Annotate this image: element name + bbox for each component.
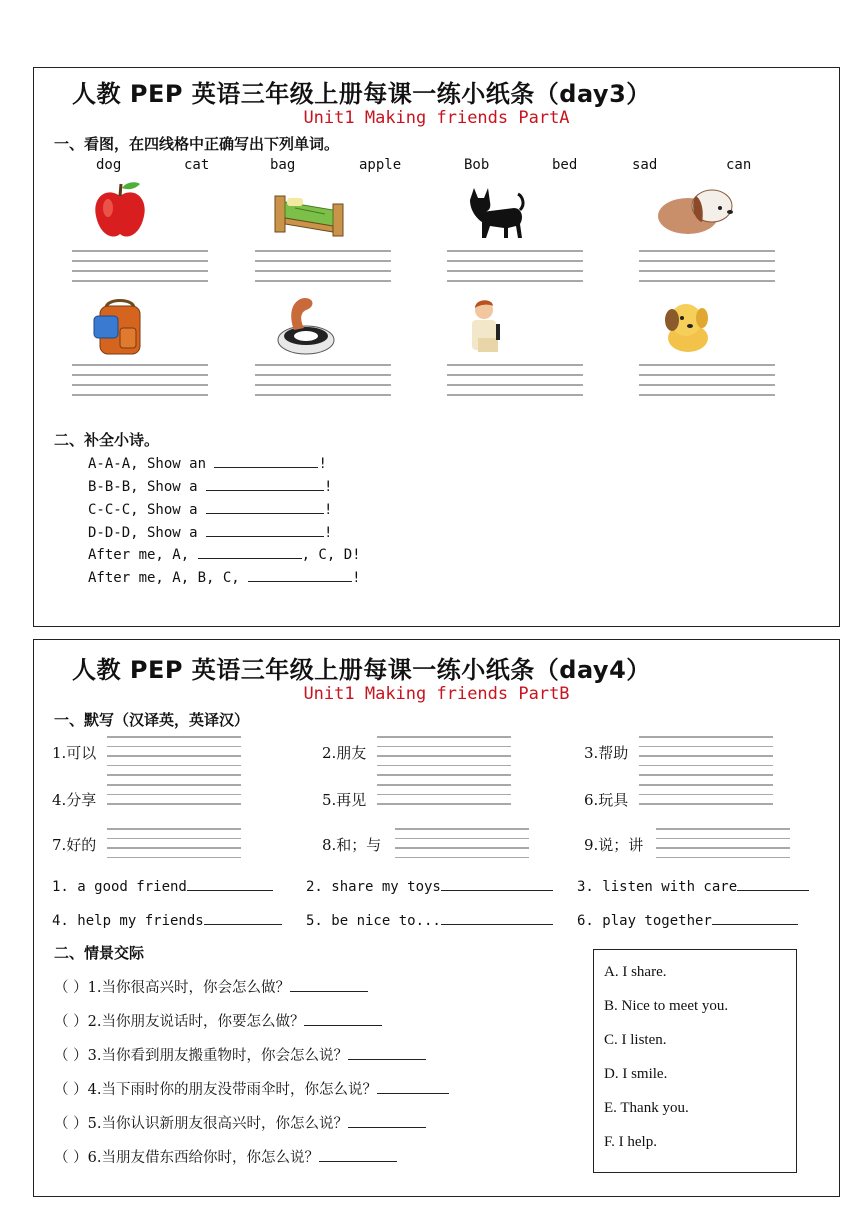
poem-line: B-B-B, Show a ! xyxy=(88,476,332,495)
writing-lines[interactable] xyxy=(395,828,529,866)
answer-parenthesis[interactable]: （ ） xyxy=(54,1014,88,1030)
word-bob: Bob xyxy=(464,157,490,173)
answer-blank[interactable] xyxy=(304,1011,382,1026)
worksheet-title: 人教 PEP 英语三年级上册每课一练小纸条（day4） xyxy=(72,656,651,684)
section-heading: 一、看图，在四线格中正确写出下列单词。 xyxy=(54,135,340,153)
dictation-item: 7.好的 xyxy=(52,836,97,854)
writing-lines[interactable] xyxy=(107,784,241,813)
answer-option: E. Thank you. xyxy=(604,1100,689,1116)
phrase-item: 6. play together xyxy=(577,910,798,929)
answer-blank[interactable] xyxy=(206,522,324,537)
word-can: can xyxy=(726,157,752,173)
dictation-item: 3.帮助 xyxy=(584,744,629,762)
section-heading: 二、补全小诗。 xyxy=(54,431,160,449)
writing-lines[interactable] xyxy=(107,828,241,866)
writing-lines[interactable] xyxy=(255,364,391,396)
dictation-item: 2.朋友 xyxy=(322,744,367,762)
question-row: （ ）3.当你看到朋友搬重物时，你会怎么说？ xyxy=(54,1044,426,1065)
unit-subtitle: Unit1 Making friends PartA xyxy=(303,108,570,128)
writing-lines[interactable] xyxy=(107,736,241,784)
answer-parenthesis[interactable]: （ ） xyxy=(54,980,88,996)
phrase-item: 2. share my toys xyxy=(306,876,553,895)
poem-line: After me, A, B, C, ! xyxy=(88,567,361,586)
answer-blank[interactable] xyxy=(441,910,553,925)
writing-lines[interactable] xyxy=(447,250,583,282)
dictation-item: 1.可以 xyxy=(52,744,97,762)
writing-lines[interactable] xyxy=(255,250,391,282)
answer-blank[interactable] xyxy=(204,910,282,925)
writing-lines[interactable] xyxy=(72,250,208,282)
answer-blank[interactable] xyxy=(348,1113,426,1128)
poem-line: C-C-C, Show a ! xyxy=(88,499,332,518)
word-cat: cat xyxy=(184,157,210,173)
phrase-item: 4. help my friends xyxy=(52,910,282,929)
day3-worksheet xyxy=(33,67,840,627)
answer-blank[interactable] xyxy=(248,567,352,582)
answer-option: B. Nice to meet you. xyxy=(604,998,729,1014)
writing-lines[interactable] xyxy=(639,736,773,784)
dictation-item: 8.和；与 xyxy=(322,836,382,854)
answer-blank[interactable] xyxy=(377,1079,449,1094)
answer-blank[interactable] xyxy=(187,876,273,891)
answer-option: F. I help. xyxy=(604,1134,657,1150)
question-row: （ ）5.当你认识新朋友很高兴时，你怎么说？ xyxy=(54,1112,426,1133)
answer-blank[interactable] xyxy=(441,876,553,891)
dictation-item: 5.再见 xyxy=(322,791,367,809)
dictation-item: 4.分享 xyxy=(52,791,97,809)
worksheet-title: 人教 PEP 英语三年级上册每课一练小纸条（day3） xyxy=(72,80,651,108)
writing-lines[interactable] xyxy=(377,736,511,784)
answer-blank[interactable] xyxy=(214,453,318,468)
answer-blank[interactable] xyxy=(206,476,324,491)
poem-line: A-A-A, Show an ! xyxy=(88,453,327,472)
dictation-item: 9.说；讲 xyxy=(584,836,644,854)
phrase-item: 5. be nice to... xyxy=(306,910,553,929)
phrase-item: 3. listen with care xyxy=(577,876,809,895)
cat-picture xyxy=(464,178,528,242)
bed-picture xyxy=(269,178,349,242)
poem-line: After me, A, , C, D! xyxy=(88,544,361,563)
answer-blank[interactable] xyxy=(737,876,809,891)
answer-blank[interactable] xyxy=(348,1045,426,1060)
phrase-item: 1. a good friend xyxy=(52,876,273,895)
answer-blank[interactable] xyxy=(206,499,324,514)
question-row: （ ）4.当下雨时你的朋友没带雨伞时，你怎么说？ xyxy=(54,1078,449,1099)
answer-blank[interactable] xyxy=(319,1147,397,1162)
bob-picture xyxy=(462,294,526,358)
answer-option: D. I smile. xyxy=(604,1066,668,1082)
answer-blank[interactable] xyxy=(290,977,368,992)
question-row: （ ）6.当朋友借东西给你时，你怎么说？ xyxy=(54,1146,397,1167)
can-picture xyxy=(274,294,338,358)
writing-lines[interactable] xyxy=(447,364,583,396)
sad-dog-picture xyxy=(656,294,720,358)
dictation-item: 6.玩具 xyxy=(584,791,629,809)
section-heading: 一、默写（汉译英，英译汉） xyxy=(54,711,250,729)
day4-worksheet xyxy=(33,639,840,1197)
poem-line: D-D-D, Show a ! xyxy=(88,522,332,541)
question-row: （ ）2.当你朋友说话时，你要怎么做？ xyxy=(54,1010,382,1031)
answer-options-box xyxy=(593,949,797,1173)
answer-option: C. I listen. xyxy=(604,1032,667,1048)
word-bed: bed xyxy=(552,157,578,173)
writing-lines[interactable] xyxy=(656,828,790,866)
answer-parenthesis[interactable]: （ ） xyxy=(54,1048,88,1064)
writing-lines[interactable] xyxy=(72,364,208,396)
dog-picture xyxy=(654,178,738,242)
bag-picture xyxy=(90,294,154,358)
answer-option: A. I share. xyxy=(604,964,667,980)
word-sad: sad xyxy=(632,157,658,173)
answer-blank[interactable] xyxy=(198,544,302,559)
question-row: （ ）1.当你很高兴时，你会怎么做？ xyxy=(54,976,368,997)
answer-parenthesis[interactable]: （ ） xyxy=(54,1082,88,1098)
writing-lines[interactable] xyxy=(377,784,511,813)
apple-picture xyxy=(88,178,152,242)
unit-subtitle: Unit1 Making friends PartB xyxy=(303,684,570,704)
section-heading: 二、情景交际 xyxy=(54,944,145,962)
writing-lines[interactable] xyxy=(639,364,775,396)
word-apple: apple xyxy=(359,157,402,173)
answer-blank[interactable] xyxy=(712,910,798,925)
answer-parenthesis[interactable]: （ ） xyxy=(54,1150,88,1166)
answer-parenthesis[interactable]: （ ） xyxy=(54,1116,88,1132)
writing-lines[interactable] xyxy=(639,784,773,813)
word-dog: dog xyxy=(96,157,122,173)
writing-lines[interactable] xyxy=(639,250,775,282)
word-bag: bag xyxy=(270,157,296,173)
